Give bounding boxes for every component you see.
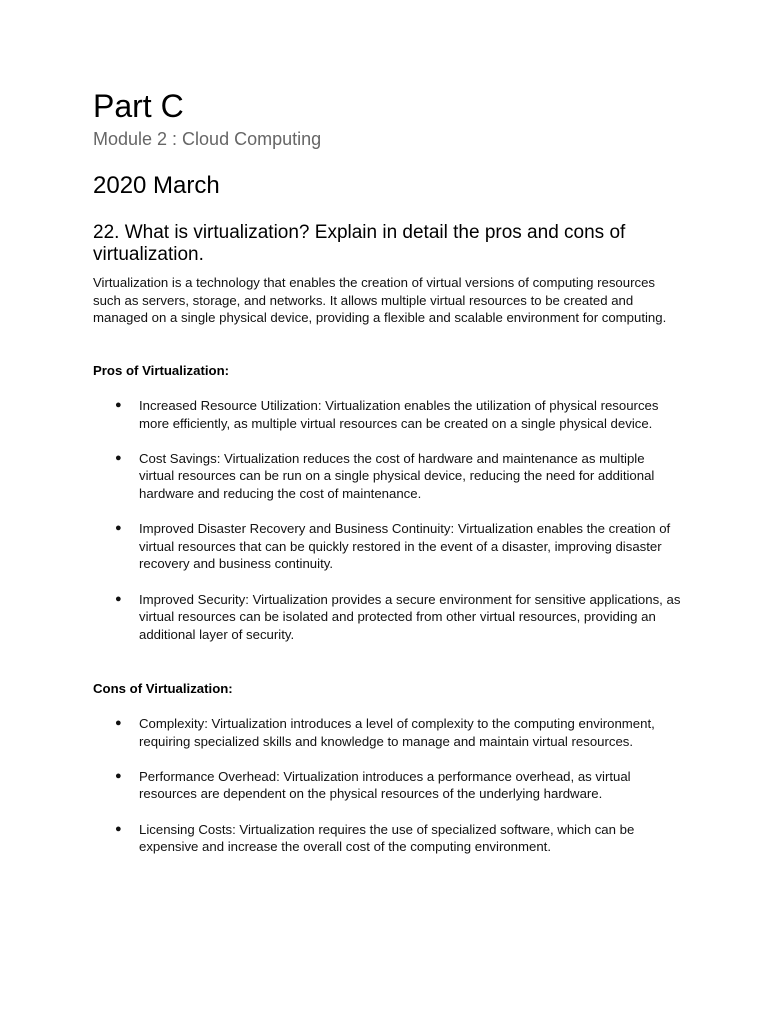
document-title: Part C <box>93 88 184 124</box>
list-item <box>93 450 683 503</box>
list-item-text: Licensing Costs: Virtualization requires the use of specialized software, which can be expensive and increase the overall cost of the computing environment. <box>139 821 635 855</box>
bullet-icon: ● <box>115 522 122 535</box>
bullet-icon: ● <box>115 592 122 605</box>
cons-list <box>93 715 683 873</box>
question-heading: 22. What is virtualization? Explain in detail the pros and cons of virtualization. <box>93 222 626 265</box>
document-subtitle: Module 2 : Cloud Computing <box>93 129 322 149</box>
bullet-icon: ● <box>115 822 122 835</box>
list-item <box>93 715 683 750</box>
cons-heading: Cons of Virtualization: <box>93 681 233 696</box>
section-heading: 2020 March <box>93 172 220 199</box>
bullet-icon: ● <box>115 451 122 464</box>
list-item-text: Performance Overhead: Virtualization introduces a performance overhead, as virtual resources are dependent on the physical resources of the underlying hardware. <box>139 768 631 802</box>
list-item <box>93 591 683 644</box>
list-item <box>93 397 683 432</box>
bullet-icon: ● <box>115 717 122 729</box>
bullet-icon: ● <box>115 769 122 782</box>
list-item-text: Improved Disaster Recovery and Business Continuity: Virtualization enables the creation of virtual resources that can be quickly restored in the event of a disaster, improving disaster recovery and business continuity. <box>139 521 671 572</box>
intro-paragraph: Virtualization is a technology that enables the creation of virtual versions of computing resources such as servers, storage, and networks. It allows multiple virtual resources to be created and managed on a single physical device, providing a flexible and scalable environment for computing. <box>93 275 667 326</box>
pros-heading: Pros of Virtualization: <box>93 363 230 378</box>
list-item-text: Cost Savings: Virtualization reduces the cost of hardware and maintenance as multiple virtual resources can be run on a single physical device, reducing the need for additional hardware and reducing the cost of maintenance. <box>139 450 655 501</box>
list-item <box>93 520 683 573</box>
list-item-text: Increased Resource Utilization: Virtualization enables the utilization of physical resources more efficiently, as multiple virtual resources can be created on a single physical device. <box>139 398 659 431</box>
list-item <box>93 768 683 803</box>
bullet-icon: ● <box>115 399 122 411</box>
list-item-text: Improved Security: Virtualization provides a secure environment for sensitive applications, as virtual resources can be isolated and protected from other virtual resources, providing an additional layer of security. <box>139 591 681 642</box>
pros-list <box>93 397 683 661</box>
list-item-text: Complexity: Virtualization introduces a level of complexity to the computing environment, requiring specialized skills and knowledge to manage and maintain virtual resources. <box>139 716 655 749</box>
list-item <box>93 821 683 856</box>
